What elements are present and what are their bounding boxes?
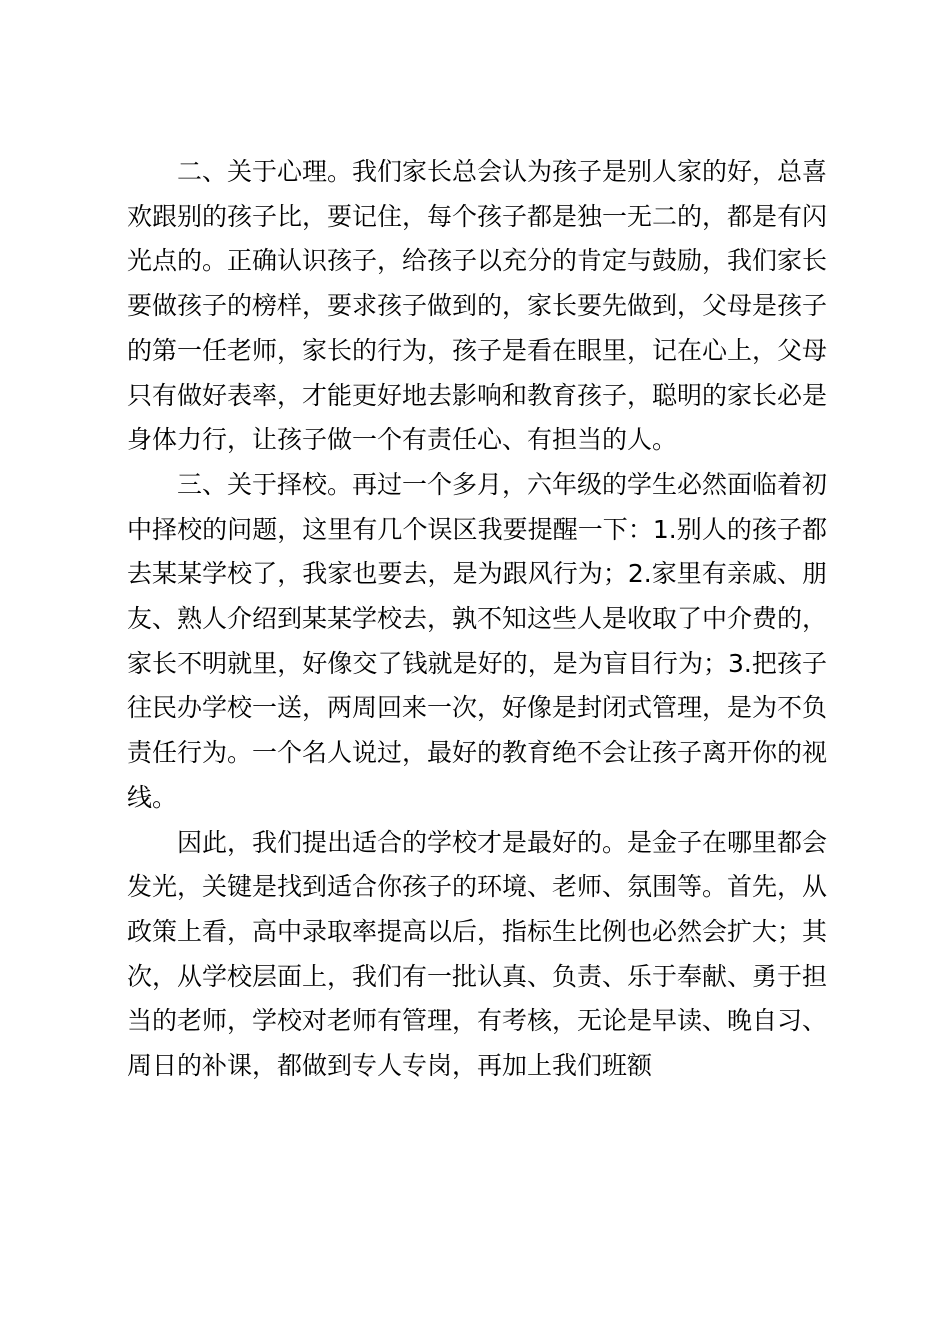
paragraph-suitable-school: 因此，我们提出适合的学校才是最好的。是金子在哪里都会发光，关键是找到适合你孩子的环境、老师、氛围等。首先，从政策上看，高中录取率提高以后，指标生比例也必然会扩大；其次，从学校层面上，我们有一批认真、负责、乐于奉献、勇于担当的老师，学校对老师有管理，有考核，无论是早读、晚自习、周日的补课，都做到专人专岗，再加上我们班额 (127, 827, 828, 1081)
document-body (127, 150, 827, 1089)
paragraph-school-choice: 三、关于择校。再过一个多月，六年级的学生必然面临着初中择校的问题，这里有几个误区我要提醒一下：1.别人的孩子都去某某学校了，我家也要去，是为跟风行为；2.家里有亲戚、朋友、熟人介绍到某某学校去，孰不知这些人是收取了中介费的，家长不明就里，好像交了钱就是好的，是为盲目行为；3.把孩子往民办学校一送，两周回来一次，好像是封闭式管理，是为不负责任行为。一个名人说过，最好的教育绝不会让孩子离开你的视线。 (127, 469, 828, 812)
paragraph-psychology: 二、关于心理。我们家长总会认为孩子是别人家的好，总喜欢跟别的孩子比，要记住，每个孩子都是独一无二的，都是有闪光点的。正确认识孩子，给孩子以充分的肯定与鼓励，我们家长要做孩子的榜样，要求孩子做到的，家长要先做到，父母是孩子的第一任老师，家长的行为，孩子是看在眼里，记在心上，父母只有做好表率，才能更好地去影响和教育孩子，聪明的家长必是身体力行，让孩子做一个有责任心、有担当的人。 (127, 157, 828, 455)
